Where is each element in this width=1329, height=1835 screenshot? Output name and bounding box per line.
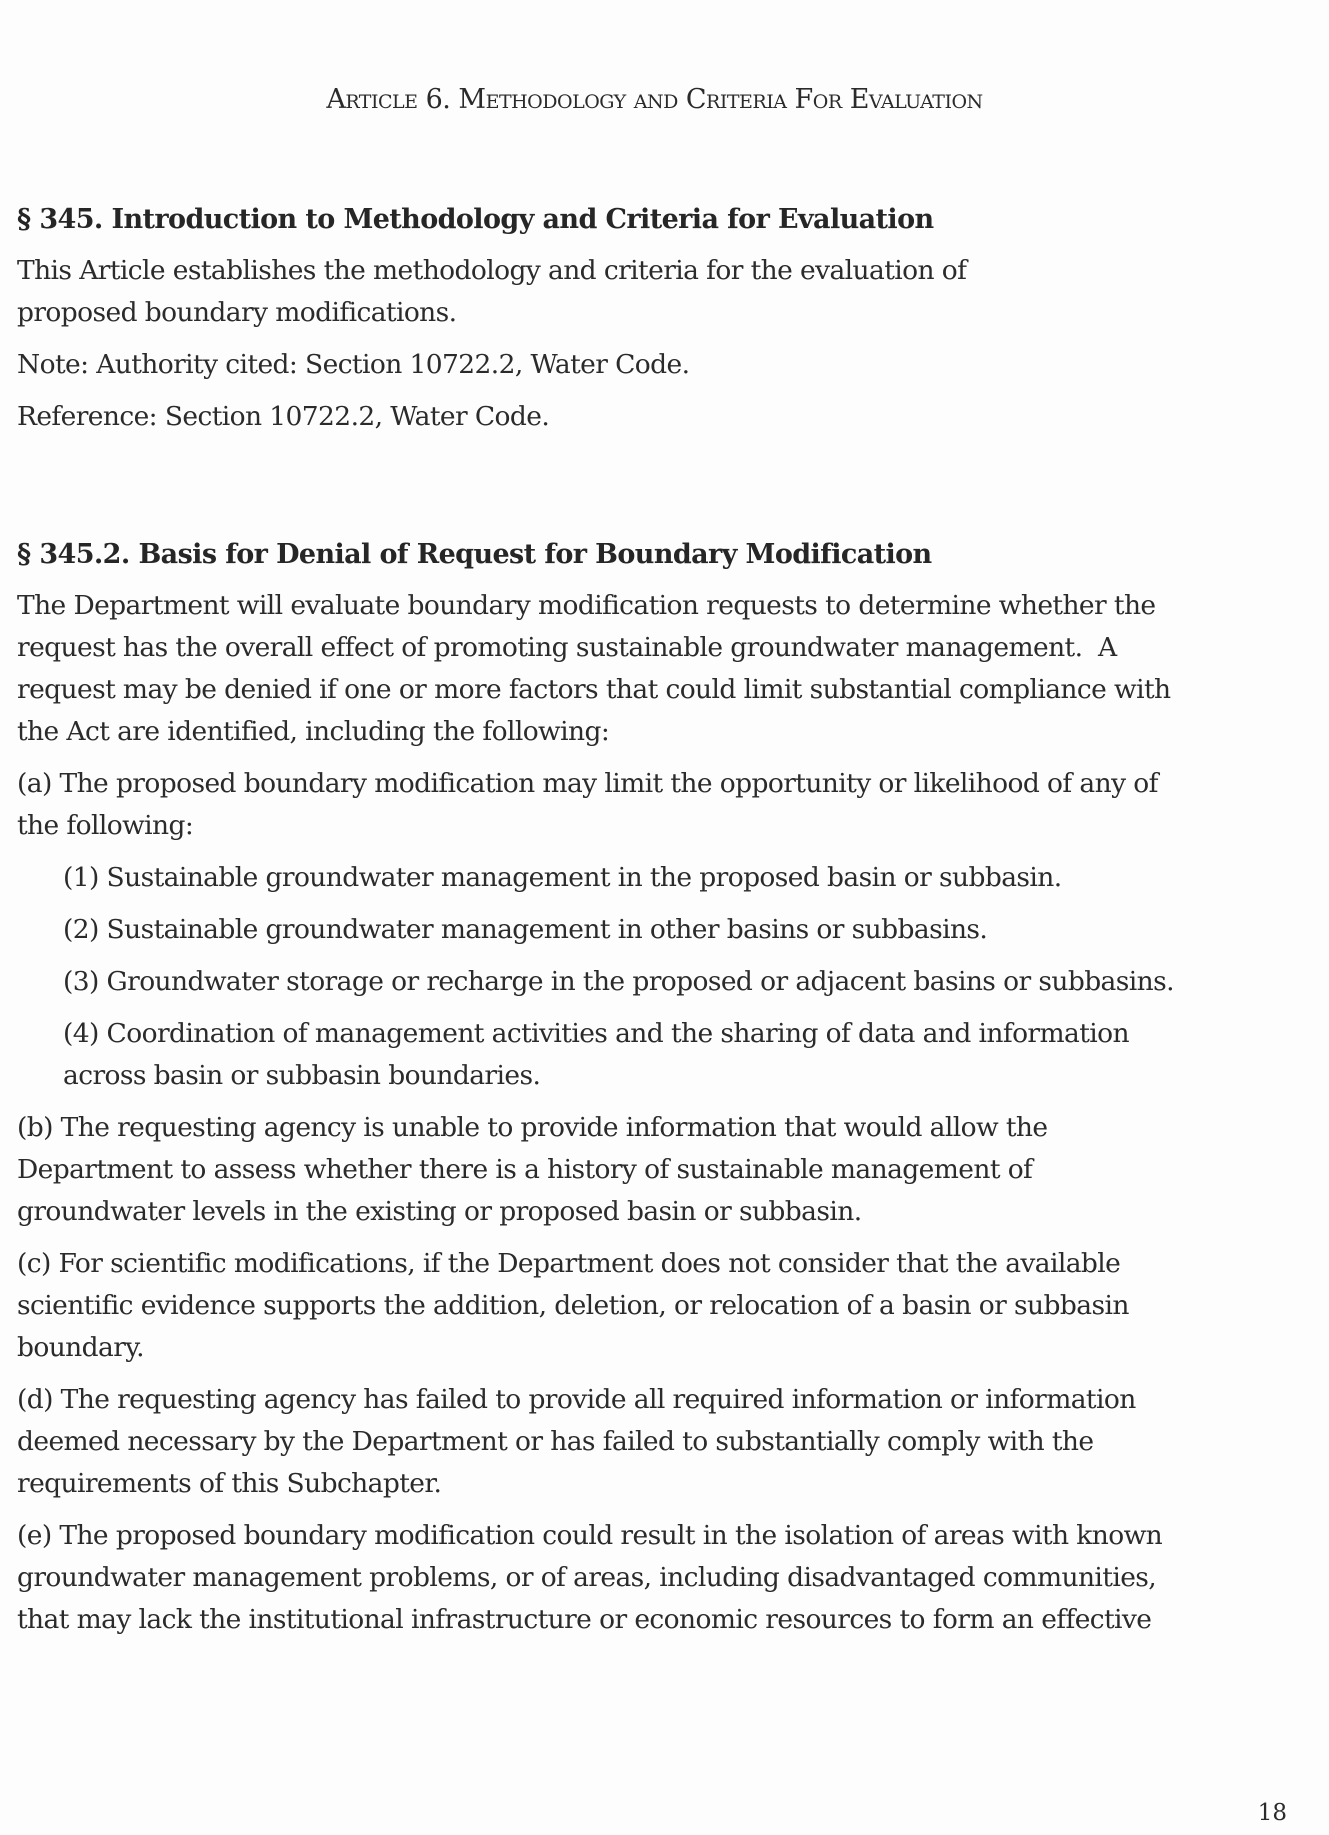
item-d <box>17 1379 1307 1505</box>
section-345-2 <box>17 535 1307 1641</box>
reference-note: Reference: Section 10722.2, Water Code. <box>17 401 550 432</box>
text-line: scientific evidence supports the addition, deletion, or relocation of a basin or subbasin <box>17 1290 1129 1321</box>
text-line: Department to assess whether there is a history of sustainable management of <box>17 1154 1033 1185</box>
text-line: across basin or subbasin boundaries. <box>63 1060 541 1091</box>
subitem-4 <box>63 1013 1307 1097</box>
text-line: groundwater levels in the existing or proposed basin or subbasin. <box>17 1196 862 1227</box>
item-a <box>17 763 1307 847</box>
subitem-list <box>17 857 1307 1097</box>
text-line: (b) The requesting agency is unable to provide information that would allow the <box>17 1112 1048 1143</box>
section-heading: § 345.2. Basis for Denial of Request for Boundary Modification <box>17 539 932 570</box>
section-345 <box>17 200 1307 438</box>
text-line: request has the overall effect of promoting sustainable groundwater management. A <box>17 632 1117 663</box>
section-body: This Article establishes the methodology and criteria for the evaluation of proposed boundary modifications. <box>17 255 967 328</box>
text-line: The Department will evaluate boundary modification requests to determine whether the <box>17 590 1156 621</box>
intro-paragraph <box>17 585 1307 753</box>
text-line: deemed necessary by the Department or has failed to substantially comply with the <box>17 1426 1094 1457</box>
text-line: (4) Coordination of management activities and the sharing of data and information <box>63 1018 1129 1049</box>
text-line: (e) The proposed boundary modification could result in the isolation of areas with known <box>17 1520 1163 1551</box>
authority-note: Note: Authority cited: Section 10722.2, Water Code. <box>17 349 690 380</box>
page-number: 18 <box>1257 1800 1287 1826</box>
subitem-1: (1) Sustainable groundwater management in the proposed basin or subbasin. <box>63 862 1062 893</box>
text-line: that may lack the institutional infrastructure or economic resources to form an effective <box>17 1604 1152 1635</box>
text-line: (c) For scientific modifications, if the Department does not consider that the available <box>17 1248 1121 1279</box>
text-line: request may be denied if one or more factors that could limit substantial compliance with <box>17 674 1171 705</box>
text-line: (d) The requesting agency has failed to provide all required information or information <box>17 1384 1136 1415</box>
text-line: the Act are identified, including the following: <box>17 716 610 747</box>
subitem-3: (3) Groundwater storage or recharge in the proposed or adjacent basins or subbasins. <box>63 966 1174 997</box>
item-c <box>17 1243 1307 1369</box>
text-line: (a) The proposed boundary modification may limit the opportunity or likelihood of any of <box>17 768 1158 799</box>
item-b <box>17 1107 1307 1233</box>
text-line: requirements of this Subchapter. <box>17 1468 442 1499</box>
text-line: boundary. <box>17 1332 144 1363</box>
subitem-2: (2) Sustainable groundwater management in other basins or subbasins. <box>63 914 988 945</box>
section-heading: § 345. Introduction to Methodology and Criteria for Evaluation <box>17 204 934 235</box>
item-e <box>17 1515 1307 1641</box>
article-title: Article 6. Methodology and Criteria For Evaluation <box>326 84 983 115</box>
text-line: the following: <box>17 810 194 841</box>
text-line: groundwater management problems, or of areas, including disadvantaged communities, <box>17 1562 1157 1593</box>
